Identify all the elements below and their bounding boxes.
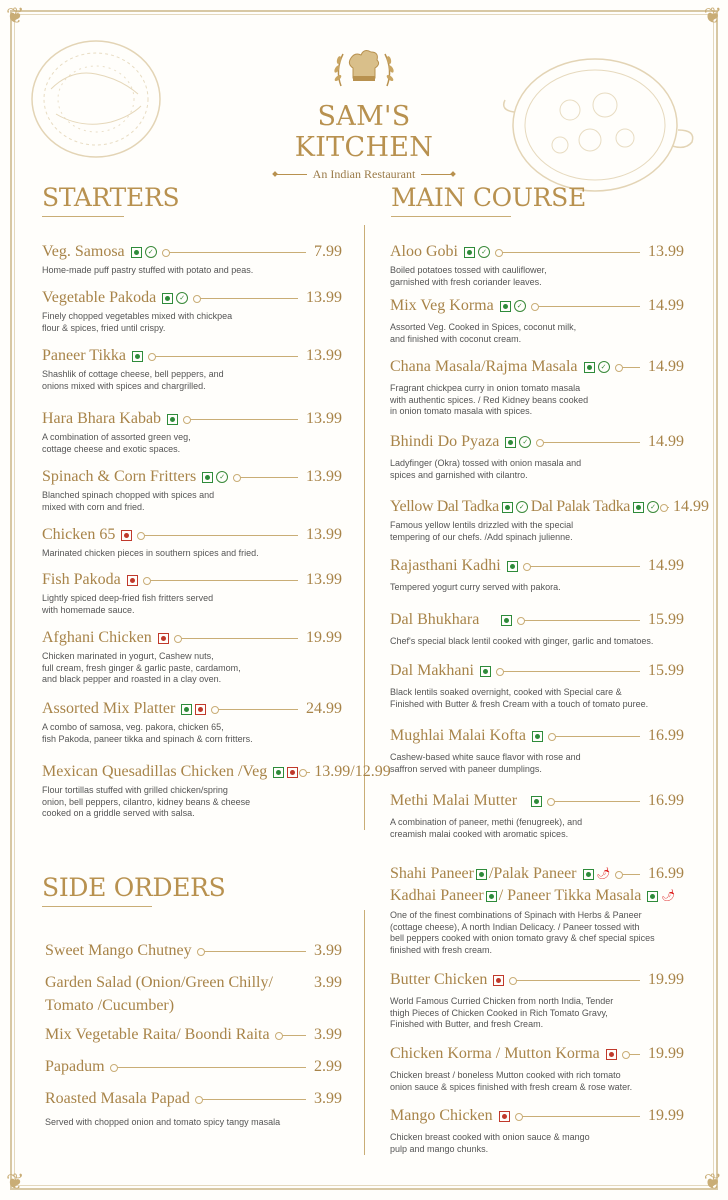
- vegan-leaf-icon: ✓: [519, 436, 531, 448]
- item-price: 13.99: [306, 289, 342, 306]
- veg-icon: [131, 247, 142, 258]
- menu-item: [45, 1057, 342, 1077]
- curry-dish-illustration-icon: [500, 50, 700, 200]
- restaurant-header: [260, 42, 468, 182]
- item-name: Fish Pakoda: [42, 571, 121, 588]
- section-title-side-orders: SIDE ORDERS: [42, 873, 226, 902]
- restaurant-name: SAM'S KITCHEN: [294, 101, 434, 163]
- item-price: 14.99: [648, 557, 684, 574]
- item-price: 15.99: [648, 662, 684, 679]
- item-name-alt: Kadhai Paneer: [390, 887, 484, 904]
- non-veg-icon: [127, 575, 138, 586]
- menu-item: [42, 570, 342, 616]
- item-price: 19.99: [648, 1045, 684, 1062]
- veg-icon: [531, 796, 542, 807]
- item-name: Chicken 65: [42, 526, 116, 543]
- menu-item: [390, 864, 684, 956]
- menu-item: [45, 1025, 342, 1045]
- non-veg-icon: [606, 1049, 617, 1060]
- price-leader: [278, 1035, 306, 1036]
- item-description: A combination of assorted green veg, cottage cheese and exotic spaces.: [42, 432, 191, 454]
- price-leader: [198, 1099, 306, 1100]
- item-price: 3.99: [314, 1090, 342, 1107]
- menu-item: [390, 610, 684, 648]
- price-leader: [113, 1067, 306, 1068]
- item-name-alt: Dal Palak Tadka: [530, 498, 631, 515]
- item-name: Roasted Masala Papad: [45, 1090, 190, 1107]
- veg-icon: [476, 869, 487, 880]
- section-underline: [42, 216, 124, 217]
- veg-icon: [502, 502, 513, 513]
- item-description: Served with chopped onion and tomato spicy tangy masala: [45, 1117, 281, 1127]
- spicy-chili-icon: 🌶: [661, 889, 676, 902]
- menu-item: [42, 525, 342, 560]
- column-divider: [364, 225, 365, 830]
- item-description: A combination of paneer, methi (fenugreek), and creamish malai cooked with aromatic spices.: [390, 817, 583, 839]
- item-description: Chicken breast cooked with onion sauce & mango pulp and mango chunks.: [390, 1132, 590, 1154]
- veg-icon: [273, 767, 284, 778]
- item-name: Assorted Mix Platter: [42, 700, 176, 717]
- item-description: One of the finest combinations of Spinach with Herbs & Paneer (cottage cheese), A north Indian Delicacy. / Paneer tossed with bell peppers cooked with onion tomato gravy & chef special spices finished with fresh cream.: [390, 910, 655, 955]
- price-leader: [498, 252, 640, 253]
- corner-ornament-icon: ❦: [6, 1170, 25, 1195]
- price-leader: [140, 535, 298, 536]
- item-name: Aloo Gobi: [390, 243, 458, 260]
- menu-item: [390, 432, 684, 481]
- price-leader: [625, 1054, 640, 1055]
- price-leader: [618, 874, 640, 875]
- price-leader: [302, 772, 310, 773]
- vegan-leaf-icon: ✓: [216, 471, 228, 483]
- item-description: A combo of samosa, veg. pakora, chicken 65, fish Pakoda, paneer tikka and spinach & corn fritters.: [42, 722, 253, 744]
- section-underline: [42, 906, 152, 907]
- menu-item: [390, 242, 684, 288]
- menu-item: [42, 628, 342, 686]
- non-veg-icon: [158, 633, 169, 644]
- menu-item: [42, 288, 342, 334]
- item-name: Papadum: [45, 1058, 105, 1075]
- section-title-main-course: MAIN COURSE: [391, 183, 586, 212]
- veg-icon: [647, 891, 658, 902]
- veg-icon: [532, 731, 543, 742]
- price-leader: [196, 298, 298, 299]
- item-name: Mango Chicken: [390, 1107, 493, 1124]
- item-price: 14.99: [648, 433, 684, 450]
- item-description: Black lentils soaked overnight, cooked with Special care & Finished with Butter & fresh Cream with a touch of tomato puree.: [390, 687, 649, 709]
- item-price: 14.99: [673, 498, 710, 515]
- item-name: Paneer Tikka: [42, 347, 126, 364]
- non-veg-icon: [499, 1111, 510, 1122]
- vegan-leaf-icon: ✓: [516, 501, 528, 513]
- item-name: Sweet Mango Chutney: [45, 942, 192, 959]
- non-veg-icon: [121, 530, 132, 541]
- item-description: Chicken marinated in yogurt, Cashew nuts, full cream, fresh ginger & garlic paste, cardamom, and black pepper and roasted in a clay oven.: [42, 651, 241, 684]
- non-veg-icon: [195, 704, 206, 715]
- price-leader: [539, 442, 640, 443]
- item-name: Bhindi Do Pyaza: [390, 433, 500, 450]
- item-name: Spinach & Corn Fritters: [42, 468, 197, 485]
- menu-item: [390, 661, 684, 710]
- vegan-leaf-icon: ✓: [647, 501, 659, 513]
- menu-item: [390, 970, 684, 1031]
- item-description: Home-made puff pastry stuffed with potato and peas.: [42, 265, 254, 275]
- item-name: Methi Malai Mutter: [390, 792, 518, 809]
- item-description: Tempered yogurt curry served with pakora.: [390, 582, 561, 592]
- item-name: Chana Masala/Rajma Masala: [390, 358, 578, 375]
- item-name-continued: Tomato /Cucumber): [45, 997, 175, 1014]
- item-name-alt: / Paneer Tikka Masala: [498, 887, 642, 904]
- item-name: Mix Veg Korma: [390, 297, 494, 314]
- item-price: 13.99/12.99: [314, 763, 391, 780]
- divider-left: [273, 174, 307, 175]
- item-description: Fragrant chickpea curry in onion tomato masala with authentic spices. / Red Kidney beans cooked in onion tomato masala with spices.: [390, 383, 589, 416]
- price-leader: [534, 306, 640, 307]
- veg-icon: [584, 362, 595, 373]
- item-name: Shahi Paneer: [390, 865, 474, 882]
- veg-icon: [501, 615, 512, 626]
- item-description: Lightly spiced deep-fried fish fritters served with homemade sauce.: [42, 593, 214, 615]
- corner-ornament-icon: ❦: [703, 4, 722, 29]
- item-price: 14.99: [648, 297, 684, 314]
- veg-icon: [583, 869, 594, 880]
- price-leader: [214, 709, 298, 710]
- item-price: 13.99: [306, 526, 342, 543]
- menu-item: [42, 242, 342, 277]
- rice-bowl-illustration-icon: [26, 34, 166, 164]
- item-description: World Famous Curried Chicken from north India, Tender thigh Pieces of Chicken Cooked in Rich Tomato Gravy, Finished with Butter, and fresh Cream.: [390, 996, 614, 1029]
- item-name: Yellow Dal Tadka: [390, 498, 499, 515]
- veg-icon: [505, 437, 516, 448]
- veg-icon: [500, 301, 511, 312]
- spicy-chili-icon: 🌶: [596, 867, 611, 880]
- veg-icon: [162, 293, 173, 304]
- non-veg-icon: [493, 975, 504, 986]
- price-leader: [526, 566, 640, 567]
- corner-ornament-icon: ❦: [703, 1170, 722, 1195]
- item-description: Cashew-based white sauce flavor with rose and saffron served with paneer dumplings.: [390, 752, 581, 774]
- item-price: 16.99: [648, 792, 684, 809]
- item-price: 15.99: [648, 611, 684, 628]
- price-leader: [512, 980, 640, 981]
- item-name: Rajasthani Kadhi: [390, 557, 501, 574]
- price-leader: [518, 1116, 640, 1117]
- item-price: 14.99: [648, 358, 684, 375]
- item-name-alt: /Palak Paneer: [488, 865, 577, 882]
- price-leader: [236, 477, 298, 478]
- vegan-leaf-icon: ✓: [478, 246, 490, 258]
- price-leader: [499, 671, 640, 672]
- price-leader: [663, 507, 669, 508]
- item-name: Butter Chicken: [390, 971, 488, 988]
- item-price: 3.99: [314, 1026, 342, 1043]
- menu-item: [42, 762, 391, 820]
- veg-icon: [486, 891, 497, 902]
- item-name: Dal Bhukhara: [390, 611, 480, 628]
- menu-item: [42, 467, 342, 513]
- item-price: 16.99: [648, 865, 684, 882]
- price-leader: [151, 356, 298, 357]
- menu-item: [390, 497, 710, 543]
- item-price: 19.99: [648, 1107, 684, 1124]
- item-name: Dal Makhani: [390, 662, 474, 679]
- item-description: Ladyfinger (Okra) tossed with onion masala and spices and garnished with cilantro.: [390, 458, 582, 480]
- item-price: 24.99: [306, 700, 342, 717]
- item-description: Boiled potatoes tossed with cauliflower, garnished with fresh coriander leaves.: [390, 265, 547, 287]
- corner-ornament-icon: ❦: [6, 4, 25, 29]
- veg-icon: [507, 561, 518, 572]
- item-description: Assorted Veg. Cooked in Spices, coconut milk, and finished with coconut cream.: [390, 322, 577, 344]
- column-divider: [364, 910, 365, 1155]
- menu-item: [45, 973, 342, 1016]
- item-description: Blanched spinach chopped with spices and mixed with corn and fried.: [42, 490, 215, 512]
- item-price: 3.99: [314, 974, 342, 991]
- item-price: 19.99: [306, 629, 342, 646]
- veg-icon: [132, 351, 143, 362]
- item-price: 2.99: [314, 1058, 342, 1075]
- item-name: Chicken Korma / Mutton Korma: [390, 1045, 600, 1062]
- vegan-leaf-icon: ✓: [598, 361, 610, 373]
- divider-right: [421, 174, 455, 175]
- price-leader: [165, 252, 306, 253]
- menu-item: [390, 1106, 684, 1155]
- veg-icon: [633, 502, 644, 513]
- item-name: Vegetable Pakoda: [42, 289, 157, 306]
- item-price: 13.99: [306, 571, 342, 588]
- item-description: Marinated chicken pieces in southern spices and fried.: [42, 548, 259, 558]
- menu-item: [390, 357, 684, 418]
- price-leader: [520, 620, 640, 621]
- item-price: 13.99: [306, 347, 342, 364]
- vegan-leaf-icon: ✓: [145, 246, 157, 258]
- section-title-starters: STARTERS: [42, 183, 180, 212]
- item-price: 3.99: [314, 942, 342, 959]
- price-leader: [550, 801, 640, 802]
- item-price: 13.99: [306, 410, 342, 427]
- veg-icon: [480, 666, 491, 677]
- menu-item: [42, 346, 342, 392]
- menu-item: [390, 556, 684, 594]
- veg-icon: [181, 704, 192, 715]
- price-leader: [200, 951, 306, 952]
- item-description: Chicken breast / boneless Mutton cooked with rich tomato onion sauce & spices finished with fresh cream & rose water.: [390, 1070, 633, 1092]
- item-description: Shashlik of cottage cheese, bell peppers, and onions mixed with spices and chargrilled.: [42, 369, 224, 391]
- item-name: Afghani Chicken: [42, 629, 152, 646]
- price-leader: [551, 736, 640, 737]
- tagline-row: [260, 167, 468, 182]
- item-price: 13.99: [306, 468, 342, 485]
- price-leader: [186, 419, 298, 420]
- item-description: Famous yellow lentils drizzled with the special tempering of our chefs. /Add spinach julienne.: [390, 520, 574, 542]
- menu-item: [42, 699, 342, 745]
- vegan-leaf-icon: ✓: [176, 292, 188, 304]
- item-name: Garden Salad (Onion/Green Chilly/: [45, 974, 273, 991]
- item-price: 7.99: [314, 243, 342, 260]
- item-name: Veg. Samosa: [42, 243, 125, 260]
- price-leader: [146, 580, 298, 581]
- item-name: Mexican Quesadillas Chicken /Veg: [42, 763, 268, 780]
- laurel-chef-hat-logo-icon: [329, 42, 399, 92]
- item-description: Chef's special black lentil cooked with ginger, garlic and tomatoes.: [390, 636, 654, 646]
- veg-icon: [202, 472, 213, 483]
- item-name: Hara Bhara Kabab: [42, 410, 162, 427]
- menu-item: [390, 791, 684, 840]
- menu-item: [42, 409, 342, 455]
- item-description: Flour tortillas stuffed with grilled chicken/spring onion, bell peppers, cilantro, kidney beans & cheese cooked on a griddle served with salsa.: [42, 785, 251, 818]
- price-leader: [177, 638, 298, 639]
- veg-icon: [464, 247, 475, 258]
- item-name: Mughlai Malai Kofta: [390, 727, 526, 744]
- price-leader: [618, 367, 641, 368]
- item-price: 19.99: [648, 971, 684, 988]
- item-price: 16.99: [648, 727, 684, 744]
- menu-item: [390, 726, 684, 775]
- item-description: Finely chopped vegetables mixed with chickpea flour & spices, fried until crispy.: [42, 311, 233, 333]
- menu-item: [390, 1044, 684, 1093]
- non-veg-icon: [287, 767, 298, 778]
- section-underline: [391, 216, 511, 217]
- vegan-leaf-icon: ✓: [514, 300, 526, 312]
- menu-item: [45, 941, 342, 961]
- veg-icon: [167, 414, 178, 425]
- menu-item: [45, 1089, 342, 1129]
- menu-item: [390, 296, 684, 345]
- item-name: Mix Vegetable Raita/ Boondi Raita: [45, 1026, 270, 1043]
- item-price: 13.99: [648, 243, 684, 260]
- restaurant-tagline: An Indian Restaurant: [312, 167, 416, 181]
